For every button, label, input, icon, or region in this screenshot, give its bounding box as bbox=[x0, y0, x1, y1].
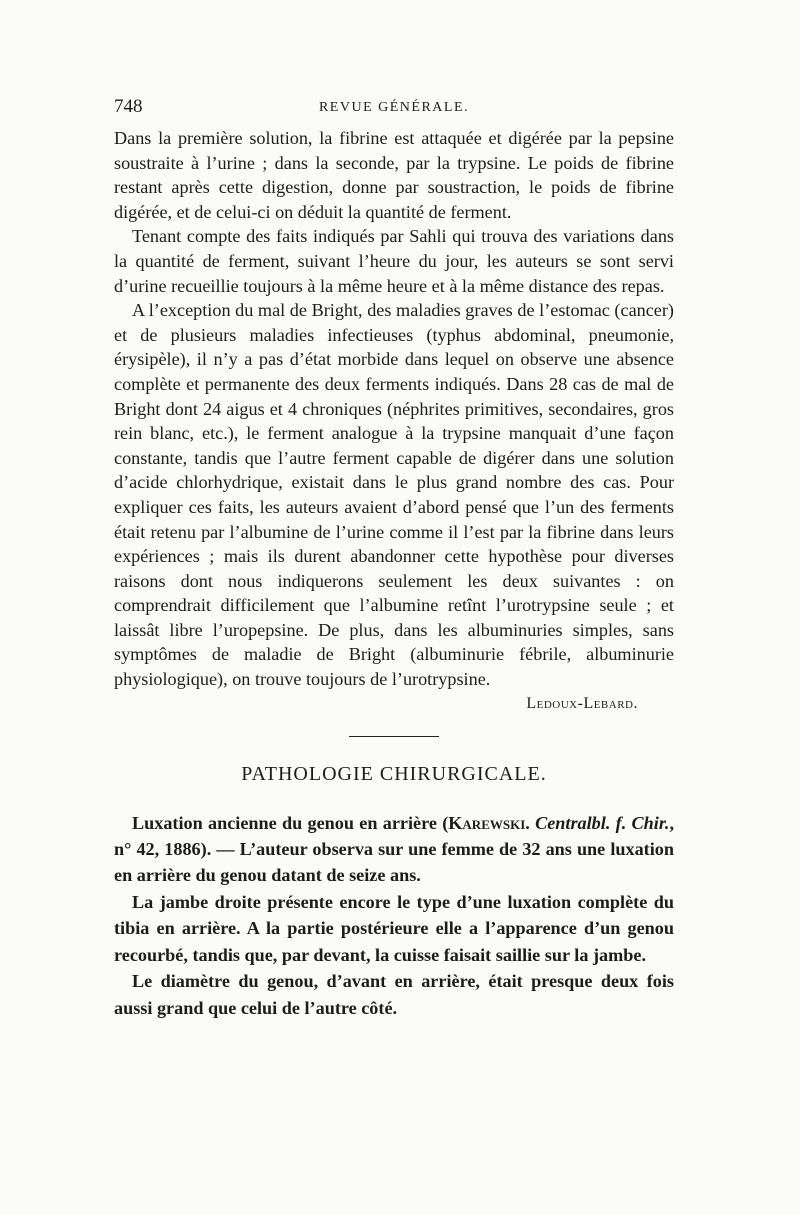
citation-open: ( bbox=[436, 812, 449, 833]
paragraph-6: Le diamètre du genou, d’avant en arrière, était presque deux fois aussi grand que celui de l’autre côté. bbox=[114, 971, 674, 1018]
section-divider bbox=[349, 736, 439, 737]
author-signature: Ledoux-Lebard. bbox=[526, 694, 638, 712]
page-header bbox=[114, 96, 674, 126]
section-title: PATHOLOGIE CHIRURGICALE. bbox=[241, 762, 547, 785]
article-intro: — L’auteur observa sur une femme de 32 ans une luxation en arrière du genou datant de seize ans. bbox=[114, 839, 674, 886]
citation-author: Karewski. bbox=[448, 812, 530, 833]
running-head: REVUE GÉNÉRALE. bbox=[318, 100, 470, 115]
paragraph-3: A l’exception du mal de Bright, des maladies graves de l’estomac (cancer) et de plusieurs maladies infectieuses (typhus abdominal, pneumonie, érysipèle), il n’y a pas d’état morbide dans lequel on observe une absence complète et permanente des deux ferments indiqués. Dans 28 cas de mal de Bright dont 24 aigus et 4 chroniques (néphrites primitives, secondaires, gros rein blanc, etc.), le ferment analogue à la trypsine manquait d’une façon constante, tandis que l’autre ferment capable de digérer dans une solution d’acide chlorhydrique, existait dans le plus grand nombre des cas. Pour expliquer ces faits, les auteurs avaient d’abord pensé que l’un des ferments était retenu par l’albumine de l’urine comme il l’est par la fibrine dans leurs expériences ; mais ils durent abandonner cette hypothèse pour diverses raisons dont nous indiquerons seulement les deux suivantes : on comprendrait difficilement que l’albumine retînt l’urotrypsine seule ; et laissât libre l’uropepsine. De plus, dans les albuminuries simples, sans symptômes de maladie de Bright (albuminurie fébrile, albuminurie physiologique), on trouve toujours de l’urotrypsine. bbox=[114, 300, 674, 690]
article-title: Luxation ancienne du genou en arrière bbox=[132, 812, 437, 833]
surgical-section bbox=[114, 810, 674, 1021]
citation-journal: Centralbl. f. Chir. bbox=[529, 812, 670, 833]
paragraph-5: La jambe droite présente encore le type d’une luxation complète du tibia en arrière. A la partie postérieure elle a l’apparence d’un genou recourbé, tandis que, par devant, la cuisse faisait saillie sur la jambe. bbox=[114, 891, 674, 965]
paragraph-2: Tenant compte des faits indiqués par Sahli qui trouva des variations dans la quantité de ferment, suivant l’heure du jour, les auteurs se sont servi d’urine recueillie toujours à la même heure et à la même distance des repas. bbox=[114, 226, 674, 296]
paragraph-1: Dans la première solution, la fibrine est attaquée et digérée par la pepsine soustraite à l’urine ; dans la seconde, par la trypsine. Le poids de fibrine restant après cette digestion, donne par soustraction, le poids de fibrine digérée, et de celui-ci on déduit la quantité de ferment. bbox=[114, 128, 674, 222]
page bbox=[114, 96, 674, 1021]
citation-issue: , n° 42, 1886). bbox=[114, 812, 674, 860]
page-number: 748 bbox=[114, 96, 143, 117]
article-intro-paragraph bbox=[114, 810, 674, 889]
